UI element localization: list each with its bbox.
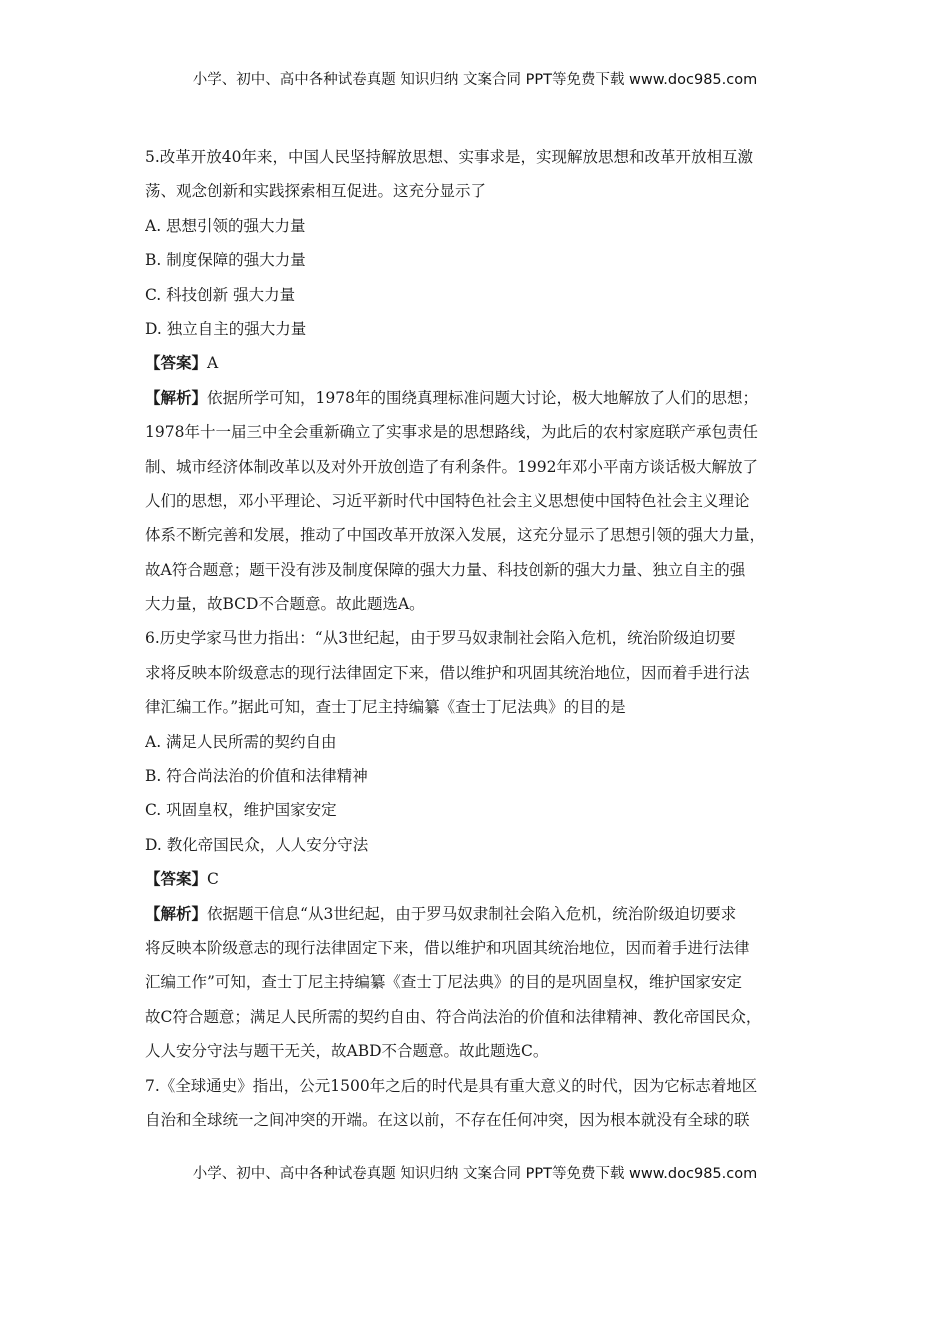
section-tag: 【答案】 [145, 870, 208, 889]
page-header: 小学、初中、高中各种试卷真题 知识归纳 文案合同 PPT等免费下载 www.doc985.com [192, 72, 758, 88]
text-line [145, 725, 813, 759]
line-text: A [207, 354, 219, 373]
line-text: 将反映本阶级意志的现行法律固定下来，借以维护和巩固其统治地位，因而着手进行法律 [145, 938, 750, 957]
text-line [145, 381, 813, 415]
text-line [145, 209, 813, 243]
text-line [145, 690, 813, 724]
text-line [145, 621, 813, 655]
line-text: 故A符合题意；题干没有涉及制度保障的强大力量、科技创新的强大力量、独立自主的强 [145, 560, 746, 579]
line-text: 体系不断完善和发展，推动了中国改革开放深入发展，这充分显示了思想引领的强大力量， [145, 526, 766, 545]
document-body [145, 140, 813, 1137]
text-line [145, 862, 813, 896]
line-text: 人人安分守法与题干无关，故ABD不合题意。故此题选C。 [145, 1042, 549, 1061]
line-text: 人们的思想，邓小平理论、习近平新时代中国特色社会主义思想使中国特色社会主义理论 [145, 491, 750, 510]
text-line [145, 1069, 813, 1103]
line-text: 自治和全球统一之间冲突的开端。在这以前，不存在任何冲突，因为根本就没有全球的联 [145, 1110, 750, 1129]
line-text: 5.改革开放40年来，中国人民坚持解放思想、实事求是，实现解放思想和改革开放相互激 [145, 148, 754, 166]
line-text: 求将反映本阶级意志的现行法律固定下来，借以维护和巩固其统治地位，因而着手进行法 [145, 663, 750, 682]
line-text: D. 独立自主的强大力量 [145, 319, 307, 338]
line-text: 7.《全球通史》指出，公元1500年之后的时代是具有重大意义的时代，因为它标志着地区 [145, 1076, 758, 1095]
text-line [145, 518, 813, 552]
text-line [145, 484, 813, 518]
text-line [145, 450, 813, 484]
line-text: B. 符合尚法治的价值和法律精神 [145, 767, 368, 786]
line-text: 律汇编工作。”据此可知，查士丁尼主持编纂《查士丁尼法典》的目的是 [145, 698, 626, 717]
line-text: 依据所学可知，1978年的围绕真理标准问题大讨论，极大地解放了人们的思想； [207, 388, 758, 407]
line-text: C [207, 870, 219, 889]
section-tag: 【解析】 [145, 904, 208, 923]
text-line [145, 656, 813, 690]
line-text: 依据题干信息“从3世纪起，由于罗马奴隶制社会陷入危机，统治阶级迫切要求 [207, 904, 737, 923]
line-text: D. 教化帝国民众，人人安分守法 [145, 835, 369, 854]
text-line [145, 1034, 813, 1068]
line-text: 制、城市经济体制改革以及对外开放创造了有利条件。1992年邓小平南方谈话极大解放了 [145, 457, 758, 476]
line-text: 汇编工作”可知，查士丁尼主持编纂《查士丁尼法典》的目的是巩固皇权，维护国家安定 [145, 973, 742, 992]
text-line [145, 1103, 813, 1137]
line-text: 1978年十一届三中全会重新确立了实事求是的思想路线，为此后的农村家庭联产承包责任 [145, 423, 758, 442]
text-line [145, 278, 813, 312]
page-footer: 小学、初中、高中各种试卷真题 知识归纳 文案合同 PPT等免费下载 www.doc985.com [192, 1166, 758, 1182]
line-text: C. 科技创新 强大力量 [145, 285, 296, 304]
text-line [145, 553, 813, 587]
line-text: C. 巩固皇权，维护国家安定 [145, 801, 337, 820]
text-line [145, 828, 813, 862]
text-line [145, 759, 813, 793]
text-line [145, 965, 813, 999]
line-text: 荡、观念创新和实践探索相互促进。这充分显示了 [145, 182, 487, 201]
text-line [145, 243, 813, 277]
text-line [145, 140, 813, 174]
text-line [145, 587, 813, 621]
text-line [145, 793, 813, 827]
line-text: A. 思想引领的强大力量 [145, 216, 306, 235]
section-tag: 【答案】 [145, 354, 208, 373]
line-text: 6.历史学家马世力指出：“从3世纪起，由于罗马奴隶制社会陷入危机，统治阶级迫切要 [145, 629, 736, 648]
text-line [145, 346, 813, 380]
line-text: 大力量，故BCD不合题意。故此题选A。 [145, 595, 425, 614]
text-line [145, 415, 813, 449]
text-line [145, 312, 813, 346]
text-line [145, 931, 813, 965]
text-line [145, 1000, 813, 1034]
text-line [145, 174, 813, 208]
line-text: A. 满足人民所需的契约自由 [145, 732, 337, 751]
line-text: B. 制度保障的强大力量 [145, 251, 306, 270]
line-text: 故C符合题意；满足人民所需的契约自由、符合尚法治的价值和法律精神、教化帝国民众， [145, 1007, 762, 1026]
section-tag: 【解析】 [145, 388, 208, 407]
text-line [145, 897, 813, 931]
